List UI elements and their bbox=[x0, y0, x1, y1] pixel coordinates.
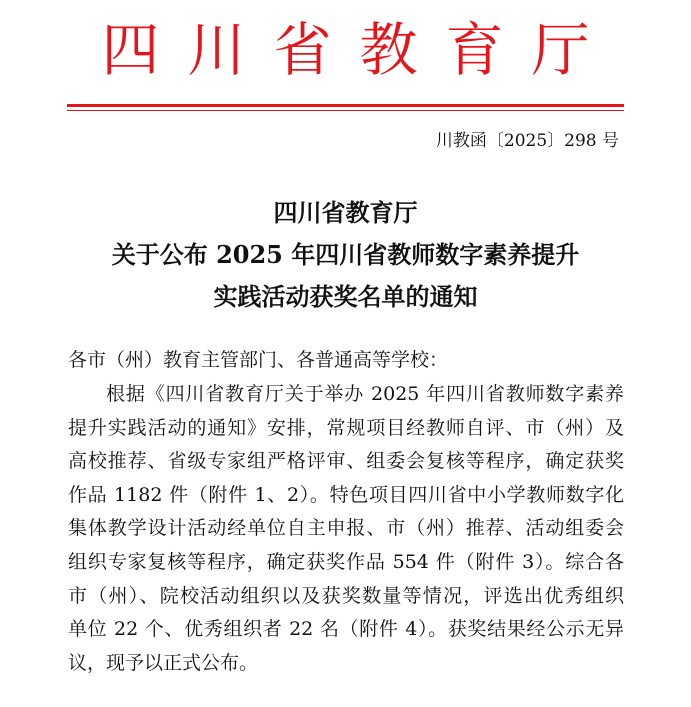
body-line: 提升实践活动的通知》安排，常规项目经教师自评、市（州）及 bbox=[68, 416, 624, 439]
document-title bbox=[0, 192, 691, 318]
document-number: 川教函〔2025〕298 号 bbox=[435, 131, 619, 151]
body-line: 组织专家复核等程序，确定获奖作品 554 件（附件 3）。综合各 bbox=[68, 550, 624, 573]
title-line-1: 四川省教育厅 bbox=[273, 198, 418, 227]
title-line-2: 关于公布 2025 年四川省教师数字素养提升 bbox=[111, 240, 580, 269]
body-line: 根据《四川省教育厅关于举办 2025 年四川省教师数字素养 bbox=[106, 383, 624, 405]
masthead-title: 四川省教育厅 bbox=[101, 16, 618, 84]
masthead-rule-thick bbox=[67, 104, 624, 107]
body-line: 集体教学设计活动经单位自主申报、市（州）推荐、活动组委会 bbox=[68, 517, 624, 540]
body-line: 单位 22 个、优秀组织者 22 名（附件 4）。获奖结果经公示无异 bbox=[68, 618, 624, 641]
salutation: 各市（州）教育主管部门、各普通高等学校： bbox=[68, 349, 449, 371]
body-line: 高校推荐、省级专家组严格评审、组委会复核等程序，确定获奖 bbox=[68, 450, 624, 473]
body-line: 作品 1182 件（附件 1、2）。特色项目四川省中小学教师数字化 bbox=[68, 483, 624, 506]
body-paragraph bbox=[68, 378, 624, 680]
body-line: 议，现予以正式公布。 bbox=[68, 651, 259, 674]
masthead-rule-thin bbox=[67, 110, 624, 111]
body-line: 市（州）、院校活动组织以及获奖数量等情况，评选出优秀组织 bbox=[68, 584, 624, 607]
title-line-3: 实践活动获奖名单的通知 bbox=[213, 282, 478, 311]
